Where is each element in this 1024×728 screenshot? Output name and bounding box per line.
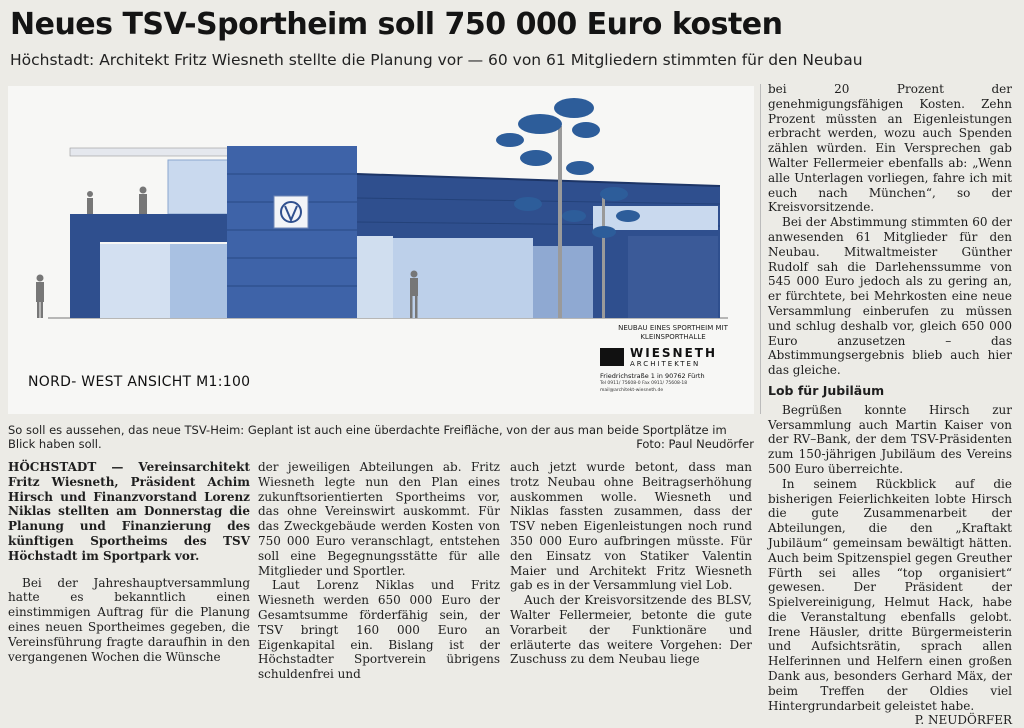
author-signature: P. NEUDÖRFER	[914, 713, 1012, 728]
architect-name: WIESNETH	[630, 346, 718, 360]
architecture-rendering	[8, 86, 754, 414]
plan-caption: NEUBAU EINES SPORTHEIM MIT KLEINSPORTHALLE	[618, 324, 728, 341]
architect-address: Friedrichstraße 1 in 90762 Fürth	[600, 372, 705, 380]
body-paragraph: Begrüßen konnte Hirsch zur Versammlung auch Martin Kaiser von der RV–Bank, der dem TSV-Präsidenten zum 150-jährigen Jubiläum des Vereins 500 Euro überreichte.	[768, 402, 1012, 476]
article-column-4	[768, 82, 1012, 728]
body-paragraph-text: In seinem Rückblick auf die bisherigen Feierlichkeiten lobte Hirsch die gute Zusammenarbeit der Abteilungen, die den „Kraftakt Jubiläum“ gemeinsam bewältigt hätten. Auch beim Spitzenspiel gegen Greuther Fürth sei alles “top organisiert“ gewesen. Der Präsident der Spielvereinigung, Helmut Hack, habe die Veranstaltung ebenfalls gelobt. Irene Häusler, dritte Bürgermeisterin und Aufsichtsrätin, sprach allen Helferinnen und Helfern einen großen Dank aus, besonders Gerhard Mäx, der beim Treffen der Oldies viel Hintergrundarbeit geleistet habe.	[768, 476, 1012, 713]
body-paragraph	[768, 476, 1012, 728]
column-divider	[760, 84, 761, 414]
body-paragraph: Laut Lorenz Niklas und Fritz Wiesneth werden 650 000 Euro der Gesamtsumme förderfähig sein, der TSV bringt 160 000 Euro an Eigenkapital ein. Bislang ist der Höchstadter Sportverein übrigens schuldenfrei und	[258, 578, 500, 682]
lead-paragraph: HÖCHSTADT — Vereinsarchitekt Fritz Wiesneth, Präsident Achim Hirsch und Finanzvorstand Lorenz Niklas stellten am Donnerstag die Planung und Finanzierung des künftigen Sportheims des TSV Höchstadt im Sportpark vor.	[8, 460, 250, 563]
architect-subtitle: ARCHITEKTEN	[630, 360, 701, 368]
caption-text: So soll es aussehen, das neue TSV-Heim: Geplant ist auch eine überdachte Freifläche, von der aus man beide Sportplätze im Blick haben soll.	[8, 423, 727, 451]
image-caption	[8, 423, 754, 451]
body-paragraph: Bei der Abstimmung stimmten 60 der anwesenden 61 Mitglieder für den Neubau. Mitwaltmeister Günther Rudolf sah die Darlehenssumme von 545 000 Euro jedoch als zu gering an, er fürchtete, bei Mehrkosten eine neue Versammlung einberufen zu müssen und schlug deshalb vor, gleich 650 000 Euro anzusetzen – das Abstimmungsergebnis blieb auch hier das gleiche.	[768, 215, 1012, 378]
body-paragraph: der jeweiligen Abteilungen ab. Fritz Wiesneth legte nun den Plan eines zukunftsorientierten Sportheims vor, das ohne Vereinswirt auskommt. Für das Zweckgebäude werden Kosten von 750 000 Euro veranschlagt, entstehen soll eine Begegnungsstätte für alle Mitglieder und Sportler.	[258, 460, 500, 578]
body-paragraph: Auch der Kreisvorsitzende des BLSV, Walter Fellermeier, betonte die gute Vorarbeit der Funktionäre und erläuterte das weitere Vorgehen: Der Zuschuss zu dem Neubau liege	[510, 593, 752, 667]
elevation-view-label: NORD- WEST ANSICHT M1:100	[28, 374, 251, 390]
body-paragraph: auch jetzt wurde betont, dass man trotz Neubau ohne Beitragserhöhung auskommen wolle. Wiesneth und Niklas fassten zusammen, dass der TSV neben Eigenleistungen noch rund 350 000 Euro aufbringen müsste. Für den Einsatz von Statiker Valentin Maier und Architekt Fritz Wiesneth gab es in der Versammlung viel Lob.	[510, 460, 752, 593]
article-column-1	[8, 460, 250, 664]
article-column-2	[258, 460, 500, 682]
photo-credit: Foto: Paul Neudörfer	[636, 437, 754, 451]
architect-logo	[600, 346, 750, 406]
body-paragraph: Bei der Jahreshauptversammlung hatte es bekanntlich einen einstimmigen Auftrag für die Planung eines neuen Sportheimes gegeben, die Vereinsführung fragte daraufhin in den vergangenen Wochen die Wünsche	[8, 575, 250, 664]
body-paragraph: bei 20 Prozent der genehmigungsfähigen Kosten. Zehn Prozent müssten an Eigenleistungen erbracht werden, wozu auch Spenden zählen würden. Ein Versprechen gab Walter Fellermeier ebenfalls ab: „Wenn alle Unterlagen vorliegen, fahre ich mit euch nach München“, so der Kreisvorsitzende.	[768, 82, 1012, 215]
tsv-logo-icon	[274, 196, 308, 228]
headline: Neues TSV-Sportheim soll 750 000 Euro kosten	[10, 7, 783, 42]
architect-mark-icon	[600, 348, 624, 366]
section-subheading: Lob für Jubiläum	[768, 382, 885, 398]
subheadline: Höchstadt: Architekt Fritz Wiesneth stellte die Planung vor — 60 von 61 Mitgliedern stimmten für den Neubau	[10, 51, 863, 69]
architect-contact: Tel 0911/ 75608-0 Fax 0911/ 75608-18	[600, 381, 688, 386]
article-column-3	[510, 460, 752, 667]
architect-mail: mail@architekt-wiesneth.de	[600, 388, 664, 393]
